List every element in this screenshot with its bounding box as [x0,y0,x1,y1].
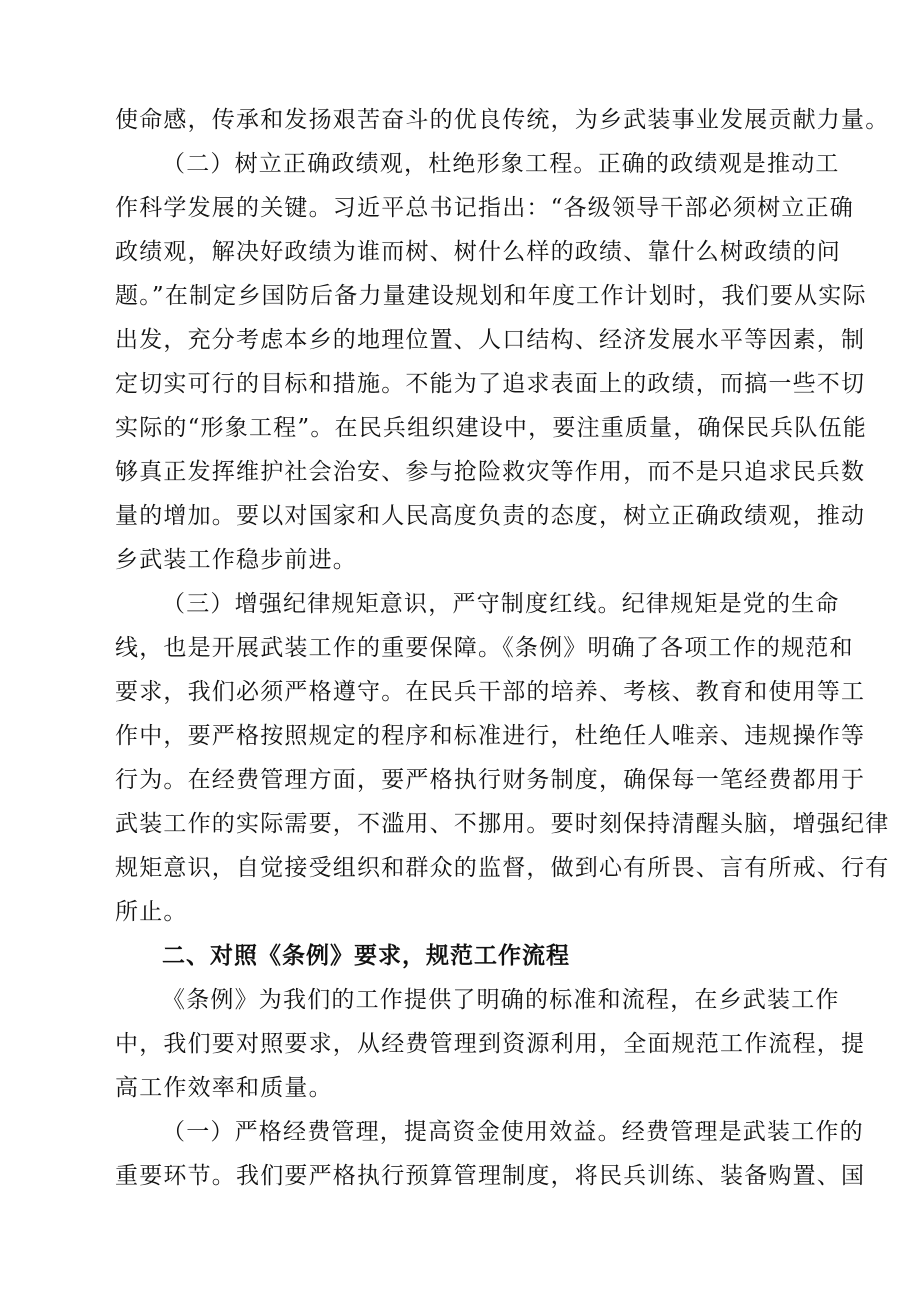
text-line-12: （三）增强纪律规矩意识，严守制度红线。纪律规矩是党的生命 [162,591,840,617]
text-line-24: 重要环节。我们要严格执行预算管理制度，将民兵训练、装备购置、国 [115,1163,866,1189]
text-line-22: 高工作效率和质量。 [115,1075,333,1101]
text-line-3: 作科学发展的关键。习近平总书记指出：“各级领导干部必须树立正确 [115,195,854,221]
text-line-19: 所止。 [115,899,188,925]
text-line-13: 线，也是开展武装工作的重要保障。《条例》明确了各项工作的规范和 [115,635,854,661]
text-line-14: 要求，我们必须严格遵守。在民兵干部的培养、考核、教育和使用等工 [115,679,866,705]
text-line-11: 乡武装工作稳步前进。 [115,547,357,573]
text-line-21: 中，我们要对照要求，从经费管理到资源利用，全面规范工作流程，提 [115,1031,866,1057]
text-line-20: 《条例》为我们的工作提供了明确的标准和流程，在乡武装工作 [162,987,840,1013]
text-line-2: （二）树立正确政绩观，杜绝形象工程。正确的政绩观是推动工 [162,151,840,177]
text-line-7: 定切实可行的目标和措施。不能为了追求表面上的政绩，而搞一些不切 [115,371,866,397]
text-line-5: 题。”在制定乡国防后备力量建设规划和年度工作计划时，我们要从实际 [115,283,867,309]
section-heading: 二、对照《条例》要求，规范工作流程 [162,943,570,969]
text-line-17: 武装工作的实际需要，不滥用、不挪用。要时刻保持清醒头脑，增强纪律 [115,811,890,837]
text-line-23: （一）严格经费管理，提高资金使用效益。经费管理是武装工作的 [162,1119,864,1145]
text-line-15: 作中，要严格按照规定的程序和标准进行，杜绝任人唯亲、违规操作等 [115,723,866,749]
text-line-4: 政绩观，解决好政绩为谁而树、树什么样的政绩、靠什么树政绩的问 [115,239,841,265]
text-line-18: 规矩意识，自觉接受组织和群众的监督，做到心有所畏、言有所戒、行有 [115,855,890,881]
text-line-10: 量的增加。要以对国家和人民高度负责的态度，树立正确政绩观，推动 [115,503,866,529]
text-line-8: 实际的“形象工程”。在民兵组织建设中，要注重质量，确保民兵队伍能 [115,415,867,441]
text-line-6: 出发，充分考虑本乡的地理位置、人口结构、经济发展水平等因素，制 [115,327,866,353]
text-line-16: 行为。在经费管理方面，要严格执行财务制度，确保每一笔经费都用于 [115,767,866,793]
text-line-1: 使命感，传承和发扬艰苦奋斗的优良传统，为乡武装事业发展贡献力量。 [115,107,890,133]
text-line-9: 够真正发挥维护社会治安、参与抢险救灾等作用，而不是只追求民兵数 [115,459,866,485]
